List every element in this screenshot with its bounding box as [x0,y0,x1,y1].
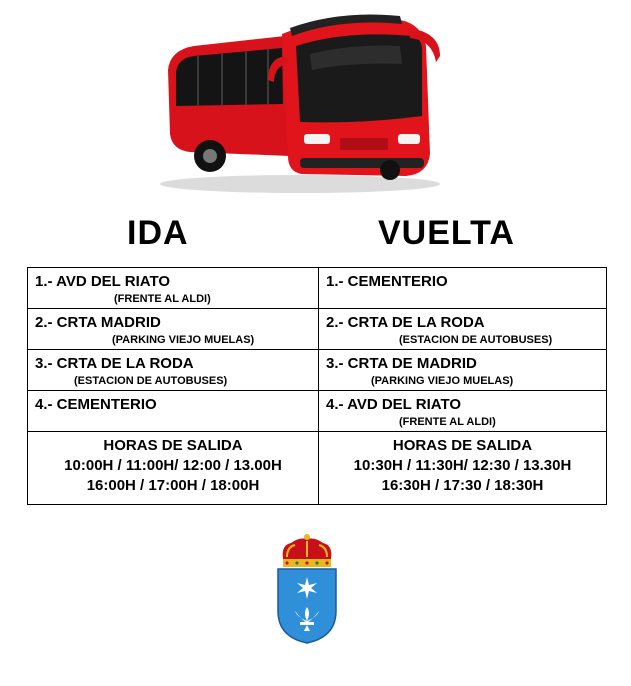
hours-line: 10:00H / 11:00H/ 12:00 / 13.00H [64,457,282,474]
stop-name: 3.- CRTA DE LA RODA [35,355,194,372]
hours-title: HORAS DE SALIDA [392,437,533,454]
stop-name: 2.- CRTA MADRID [35,314,161,331]
stop-note: (PARKING VIEJO MUELAS) [112,334,255,346]
stop-name: 1.- CEMENTERIO [326,273,448,290]
stop-name: 4.- CEMENTERIO [35,396,157,413]
ida-stop-4 [28,391,319,432]
ida-hours [28,432,319,505]
stop-note: (FRENTE AL ALDI) [399,416,496,428]
table-row [28,432,607,505]
stop-name: 4.- AVD DEL RIATO [326,396,462,413]
table-row [28,268,607,309]
ida-heading: IDA [127,214,189,252]
stop-note: (ESTACION DE AUTOBUSES) [74,375,228,387]
stop-note: (FRENTE AL ALDI) [114,293,211,305]
vuelta-stop-2 [319,309,607,350]
hours-line: 16:00H / 17:00H / 18:00H [86,477,260,494]
vuelta-stop-3 [319,350,607,391]
stop-name: 3.- CRTA DE MADRID [326,355,477,372]
vuelta-heading: VUELTA [378,214,515,252]
vuelta-stop-4 [319,391,607,432]
bus-image [150,6,450,196]
stop-name: 2.- CRTA DE LA RODA [326,314,485,331]
stop-note: (PARKING VIEJO MUELAS) [371,375,514,387]
hours-title: HORAS DE SALIDA [103,437,243,454]
table-row [28,391,607,432]
ida-stop-1 [28,268,319,309]
table-row [28,350,607,391]
table-row [28,309,607,350]
coat-of-arms-icon [273,533,341,645]
hours-line: 10:30H / 11:30H/ 12:30 / 13.30H [353,457,572,474]
ida-stop-3 [28,350,319,391]
schedule-table [27,267,607,505]
vuelta-stop-1 [319,268,607,309]
hours-line: 16:30H / 17:30 / 18:30H [381,477,544,494]
vuelta-hours [319,432,607,505]
stop-name: 1.- AVD DEL RIATO [35,273,171,290]
stop-note: (ESTACION DE AUTOBUSES) [399,334,553,346]
ida-stop-2 [28,309,319,350]
